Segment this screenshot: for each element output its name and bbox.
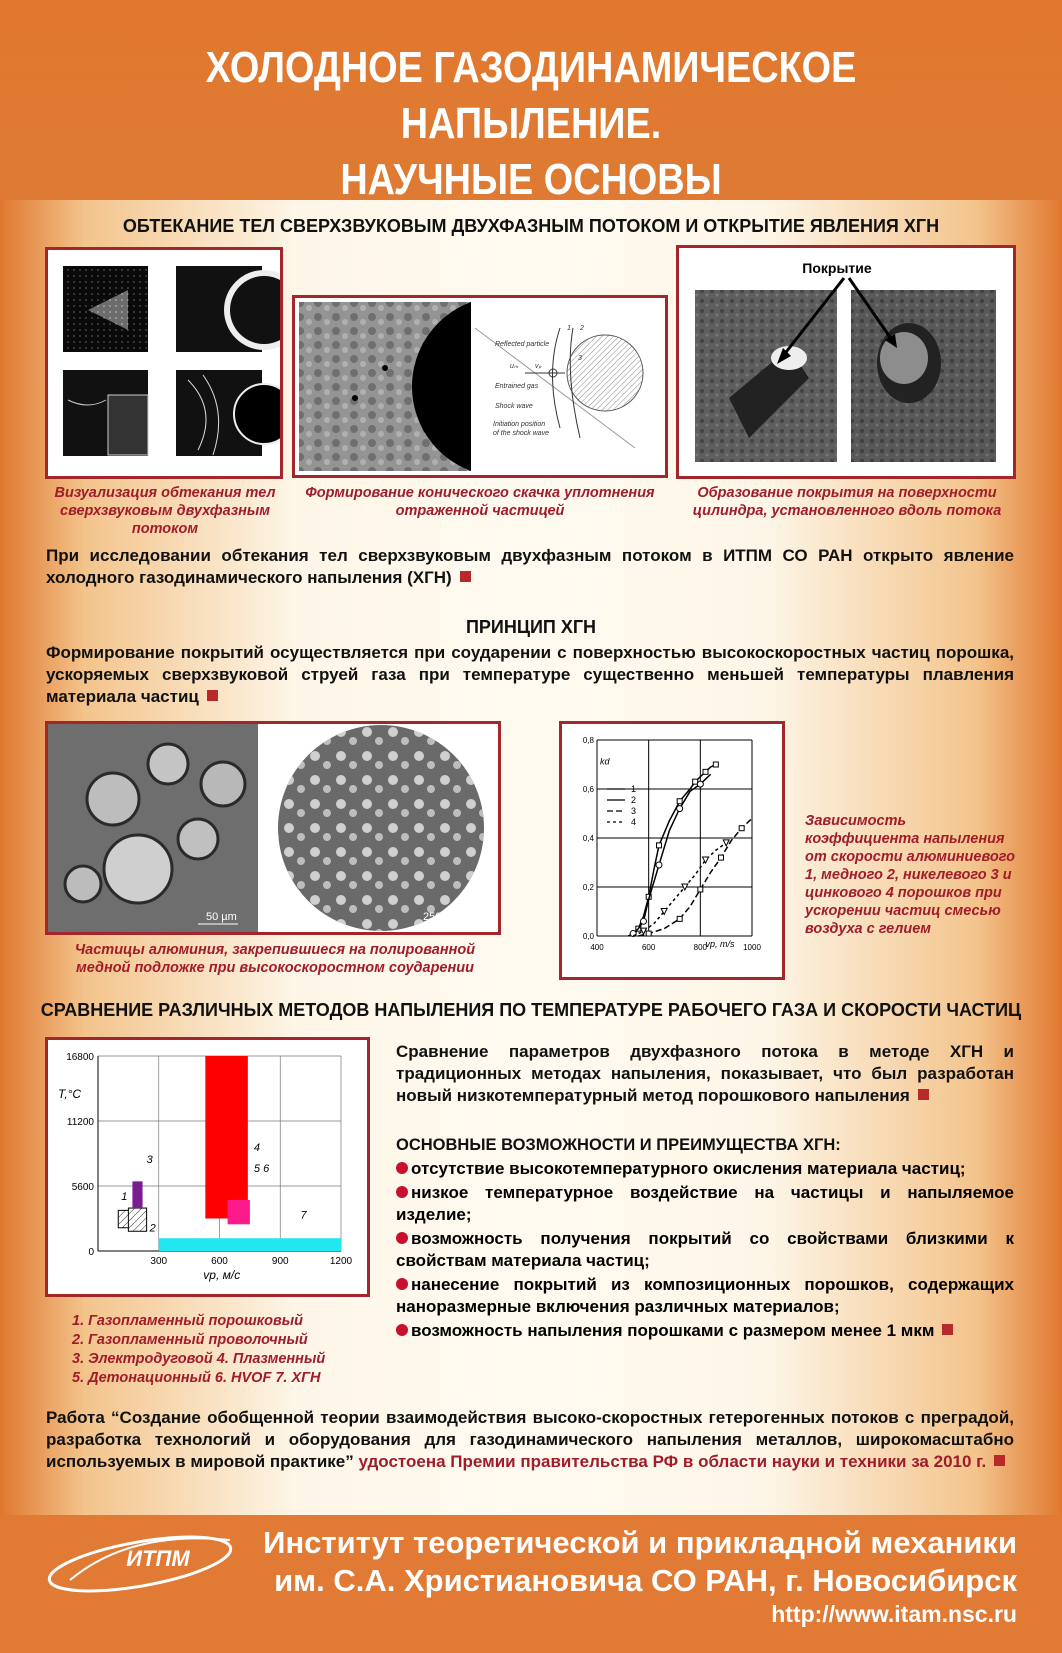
methods-comparison-chart	[48, 1040, 367, 1294]
data-point	[677, 799, 682, 804]
conical-shock-diagram	[295, 298, 665, 475]
bar-label: 4	[253, 1142, 261, 1155]
data-point	[697, 781, 703, 787]
end-square-icon	[207, 690, 218, 701]
label-entrained-gas: Entrained gas	[495, 383, 539, 390]
y-tick-label: 0,8	[582, 736, 594, 745]
chart-background	[562, 724, 782, 977]
bar-7	[159, 1238, 341, 1251]
bar-label: 5 6	[253, 1163, 270, 1176]
award-text: Работа “Создание обобщенной теории взаимодействия высоко-скоростных гетерогенных потоков с преградой, разработка технологий и оборудования для газодинамического напыления металлов, широкомасштабно используемых в мировой практике”	[46, 1408, 1014, 1471]
award-paragraph	[46, 1407, 1014, 1473]
y-tick-label: 0,2	[582, 883, 594, 892]
label-num-2: 2	[580, 325, 584, 332]
data-point	[657, 843, 662, 848]
data-point	[703, 769, 708, 774]
bar-3	[132, 1181, 142, 1208]
bar-2	[128, 1208, 146, 1231]
data-point	[698, 887, 703, 892]
caption-coating: Образование покрытия на поверхности цилиндра, установленного вдоль потока	[692, 485, 1002, 519]
x-axis-label: vp, m/s	[705, 939, 735, 949]
bullet-icon	[396, 1324, 408, 1336]
award-highlight: удостоена Премии правительства РФ в области науки и техники за 2010 г.	[353, 1452, 987, 1471]
scale-bar-1: 50 µm	[206, 911, 237, 923]
bullet-icon	[396, 1162, 408, 1174]
x-tick-label: 600	[641, 943, 656, 952]
advantage-item	[396, 1228, 1014, 1272]
caption-aluminum-particles: Частицы алюминия, закрепившиеся на полированной медной подложке при высокоскоростном соударении	[74, 942, 476, 976]
y-tick-label: 0,0	[582, 932, 594, 941]
data-point	[656, 862, 662, 868]
y-tick-label: 5600	[71, 1182, 94, 1193]
institute-line-1: Институт теоретической и прикладной механики	[263, 1525, 1017, 1560]
section3-paragraph-text: Сравнение параметров двухфазного потока в методе ХГН и традиционных методах напыления, показывает, что был разработан новый низкотемпературный метод порошкового напыления	[396, 1042, 1014, 1105]
legend-item: 5. Детонационный 6. HVOF 7. ХГН	[72, 1370, 321, 1386]
end-square-icon	[918, 1089, 929, 1100]
section3-paragraph	[396, 1041, 1014, 1107]
bar-4	[205, 1056, 248, 1219]
label-reflected-particle: Reflected particle	[495, 341, 550, 348]
label-vp: vₚ	[535, 363, 542, 370]
bar-label: 2	[149, 1222, 156, 1235]
section3-heading: СРАВНЕНИЕ РАЗЛИЧНЫХ МЕТОДОВ НАПЫЛЕНИЯ ПО ТЕМПЕРАТУРЕ РАБОЧЕГО ГАЗА И СКОРОСТИ ЧАСТИЦ	[40, 1000, 1022, 1020]
coating-label: Покрытие	[802, 260, 872, 276]
section2-paragraph-text: Формирование покрытий осуществляется при соударении с поверхностью высокоскоростных частиц порошка, ускоряемых сверхзвуковой струей газа при температуре существенно меньшей температуры плавления материала частиц	[46, 643, 1014, 706]
section1-paragraph	[46, 545, 1014, 589]
logo-text: ИТПМ	[126, 1546, 190, 1571]
y-tick-label: 11200	[66, 1117, 94, 1128]
label-num-1: 1	[567, 325, 571, 332]
section2-heading: ПРИНЦИП ХГН	[465, 617, 597, 637]
data-point	[646, 931, 651, 936]
legend-item: 3. Электродуговой 4. Плазменный	[72, 1351, 326, 1367]
coating-figure	[676, 245, 1016, 479]
advantage-item	[396, 1158, 1014, 1180]
x-tick-label: 300	[150, 1256, 168, 1267]
y-tick-label: 0	[88, 1247, 94, 1258]
bar-5-6	[228, 1200, 250, 1224]
advantage-item	[396, 1274, 1014, 1318]
data-point	[719, 855, 724, 860]
x-tick-label: 400	[590, 943, 604, 952]
methods-comparison-figure	[45, 1037, 370, 1297]
aluminum-particles-photos	[48, 724, 498, 932]
coating-photos	[679, 248, 1013, 476]
advantage-text: низкое температурное воздействие на частицы и напыляемое изделие;	[396, 1183, 1014, 1224]
label-shock-wave: Shock wave	[495, 403, 533, 410]
legend-label: 2	[631, 795, 637, 805]
label-num-3: 3	[578, 355, 582, 362]
advantages-heading: ОСНОВНЫЕ ВОЗМОЖНОСТИ И ПРЕИМУЩЕСТВА ХГН:	[396, 1136, 841, 1154]
bar-label: 1	[121, 1190, 128, 1203]
caption-spray-coefficient: Зависимость коэффициента напыления от скорости алюминиевого 1, медного 2, никелевого 3 и цинкового 4 порошков при ускорении частиц смесью воздуха с гелием	[805, 813, 1015, 937]
advantage-text: отсутствие высокотемпературного окисления материала частиц;	[411, 1159, 966, 1178]
y-tick-label: 0,4	[582, 834, 594, 843]
label-initiation-2: of the shock wave	[493, 430, 550, 437]
legend-label: 1	[631, 784, 637, 794]
x-tick-label: 1000	[743, 943, 761, 952]
spray-coefficient-figure	[559, 721, 785, 980]
legend-item: 1. Газопламенный порошковый	[72, 1313, 304, 1329]
legend-item: 2. Газопламенный проволочный	[72, 1332, 308, 1348]
flow-visualization-panels	[48, 250, 280, 476]
advantage-item	[396, 1182, 1014, 1226]
bar-label: 7	[300, 1209, 307, 1222]
bullet-icon	[396, 1232, 408, 1244]
bar-label: 3	[146, 1153, 153, 1166]
caption-conical-shock: Формирование конического скачка уплотнения отраженной частицей	[305, 485, 655, 519]
flow-visualization-figure	[45, 247, 283, 479]
title-line-2: НАУЧНЫЕ ОСНОВЫ	[340, 155, 722, 204]
spray-coefficient-chart	[562, 724, 782, 977]
aluminum-particles-figure	[45, 721, 501, 935]
data-point	[739, 826, 744, 831]
x-tick-label: 900	[271, 1256, 289, 1267]
poster-title	[74, 40, 987, 208]
section1-paragraph-text: При исследовании обтекания тел сверхзвуковым двухфазным потоком в ИТПМ СО РАН открыто явление холодного газодинамического напыления (ХГН)	[46, 546, 1014, 587]
end-square-icon	[942, 1324, 953, 1335]
x-tick-label: 800	[693, 943, 708, 952]
end-square-icon	[994, 1455, 1005, 1466]
section1-heading: ОБТЕКАНИЕ ТЕЛ СВЕРХЗВУКОВЫМ ДВУХФАЗНЫМ ПОТОКОМ И ОТКРЫТИЕ ЯВЛЕНИЯ ХГН	[122, 216, 940, 236]
y-tick-label: 0,6	[582, 785, 594, 794]
x-tick-label: 600	[211, 1256, 228, 1267]
advantages-list	[396, 1158, 1014, 1344]
methods-legend	[72, 1312, 325, 1388]
legend-label: 4	[631, 817, 637, 827]
conical-shock-figure	[292, 295, 668, 478]
advantage-item	[396, 1320, 1014, 1342]
label-initiation-1: Initiation position	[493, 421, 546, 428]
title-line-1: ХОЛОДНОЕ ГАЗОДИНАМИЧЕСКОЕ НАПЫЛЕНИЕ.	[205, 43, 857, 148]
legend-label: 3	[631, 806, 637, 816]
section2-paragraph	[46, 642, 1014, 708]
itam-logo	[40, 1520, 240, 1600]
advantage-text: возможность напыления порошками с размером менее 1 мкм	[411, 1321, 935, 1340]
institute-name	[263, 1524, 1017, 1600]
bullet-icon	[396, 1278, 408, 1290]
x-axis-label: vp, м/с	[203, 1268, 241, 1282]
bullet-icon	[396, 1186, 408, 1198]
data-point	[677, 916, 682, 921]
y-axis-label: kd	[600, 756, 610, 767]
institute-line-2: им. С.А. Христиановича СО РАН, г. Новосибирск	[274, 1563, 1017, 1598]
website-link[interactable]: http://www.itam.nsc.ru	[771, 1601, 1017, 1627]
label-um: uₘ	[510, 363, 519, 370]
data-point	[641, 918, 647, 924]
advantage-text: нанесение покрытий из композиционных порошков, содержащих наноразмерные включения различных материалов;	[396, 1275, 1014, 1316]
data-point	[677, 806, 683, 812]
caption-flow-visualization: Визуализация обтекания тел сверхзвуковым двухфазным потоком	[54, 485, 276, 537]
scale-bar-2: 250 µm	[423, 911, 460, 923]
end-square-icon	[460, 571, 471, 582]
advantage-text: возможность получения покрытий со свойствами близкими к свойствам материала частиц;	[396, 1229, 1014, 1270]
data-point	[713, 762, 718, 767]
y-axis-label: T,°C	[58, 1086, 82, 1101]
y-tick-label: 16800	[66, 1052, 94, 1063]
x-tick-label: 1200	[329, 1256, 353, 1267]
